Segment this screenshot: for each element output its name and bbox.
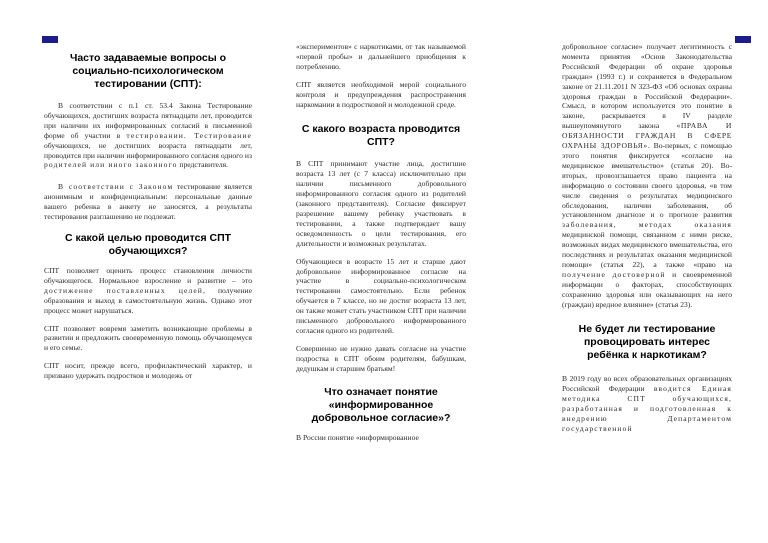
column-1 <box>44 0 252 543</box>
heading-provoke-interest: Не будет ли тестирование провоцировать интерес ребёнка к наркотикам? <box>578 323 716 362</box>
paragraph-experiments: «экспериментов» с наркотиками, от так называемой «первой пробы» и дальнейшего приобщения к потреблению. <box>296 42 466 71</box>
paragraph-consent-law: добровольное согласие» получает легитимность с момента принятия «Основ Законодательства Российской Федерации об охране здоровья граждан» (1993 г.) и сохраняется в Федеральном законе от 21.11.2011 N 323-ФЗ «Об основах охраны здоровья граждан в Российской Федерации». Смысл, в котором используется это понятие в законе, раскрывается в IV разделе вышеупомянутого закона «ПРАВА И ОБЯЗАННОСТИ ГРАЖДАН В СФЕРЕ ОХРАНЫ ЗДОРОВЬЯ». Во-первых, с помощью этого понятия фиксируется «согласие на медицинское вмешательство» (статья 20). Во-вторых, провозглашается право пациента на информацию о состоянии своего здоровья, «в том числе сведения о результатах медицинского обследования, наличии заболевания, об установленном диагнозе и о прогнозе развития заболевания, методах оказания медицинской помощи, связанном с ними риске, возможных видах медицинского вмешательства, его последствиях и результатах оказания медицинской помощи» (статья 22), а также «право на получение достоверной и своевременной информации о факторах, способствующих сохранению здоровья или оказывающих на него (граждан) вредное влияние» (статья 23). <box>562 42 732 309</box>
paragraph-prevention: СПТ носит, прежде всего, профилактический характер, и призвано удержать подростков и молодежь от <box>44 361 252 381</box>
paragraph-anonymity: В соответствии с Законом тестирование является анонимным и конфиденциальным: персональные данные вашего ребенка в анкету не заносятся, а результаты тестирования разглашению не подлежат. <box>44 182 252 222</box>
column-2 <box>296 0 466 543</box>
paragraph-early-detection: СПТ позволяет вовремя заметить возникающие проблемы в развитии и предложить своевременную помощь обучающемуся и его семье. <box>44 323 252 353</box>
column-3 <box>562 0 732 543</box>
blue-accent-bar-right <box>735 36 751 43</box>
paragraph-social-control: СПТ является необходимой мерой социального контроля и предупреждения распространения наркомании в подростковой и молодежной среде. <box>296 79 466 109</box>
paragraph-law: В соответствии с п.1 ст. 53.4 Закона Тестирование обучающихся, достигших возраста пятнадцати лет, проводится при наличии их информированных согласий в письменной форме об участии в тестировании. Тестирование обучающихся, не достигших возраста пятнадцати лет, проводится при наличии информированного согласия одного из родителей или иного законного представителя. <box>44 101 252 170</box>
heading-age: С какого возраста проводится СПТ? <box>301 123 461 149</box>
heading-informed-consent: Что означает понятие «информированное добровольное согласие»? <box>311 385 451 424</box>
paragraph-unified-method: В 2019 году во всех образовательных организациях Российской Федерации вводится Единая методика СПТ обучающихся, разработанная и подготовленная к внедрению Департаментом государственной <box>562 374 732 433</box>
heading-faq: Часто задаваемые вопросы о социально-психологическом тестировании (СПТ): <box>69 52 227 90</box>
paragraph-informed-consent-start: В России понятие «информированное <box>296 432 419 442</box>
paragraph-purpose: СПТ позволяет оценить процесс становления личности обучающегося. Нормальное взросление и развитие – это достижение поставленных целей, получение образования и выход в самостоятельную жизнь. Однако этот процесс может нарушаться. <box>44 265 252 315</box>
paragraph-age-15: Обучающиеся в возрасте 15 лет и старше дают добровольное информированное согласие на участие в социально-психологическом тестировании самостоятельно. Если ребенок обучается в 7 классе, но не достиг возраста 13 лет, он также может стать участником СПТ при наличии письменного добровольного информированного согласия одного из родителей. <box>296 256 466 335</box>
paragraph-age-13: В СПТ принимают участие лица, достигшие возраста 13 лет (с 7 класса) исключительно при наличии письменного добровольного информированного согласия одного из родителей (законного представителя). Согласие фиксирует разрешение вашему ребенку участвовать в тестировании, а также подтверждает вашу осведомленность о цели тестирования, его длительности и возможных результатах. <box>296 159 466 248</box>
heading-purpose: С какой целью проводится СПТ обучающихся? <box>64 231 232 257</box>
paragraph-consent-one-parent: Совершенно не нужно давать согласие на участие подростка в СПТ обоим родителям, бабушкам, дедушкам и старшим братьям! <box>296 343 466 373</box>
